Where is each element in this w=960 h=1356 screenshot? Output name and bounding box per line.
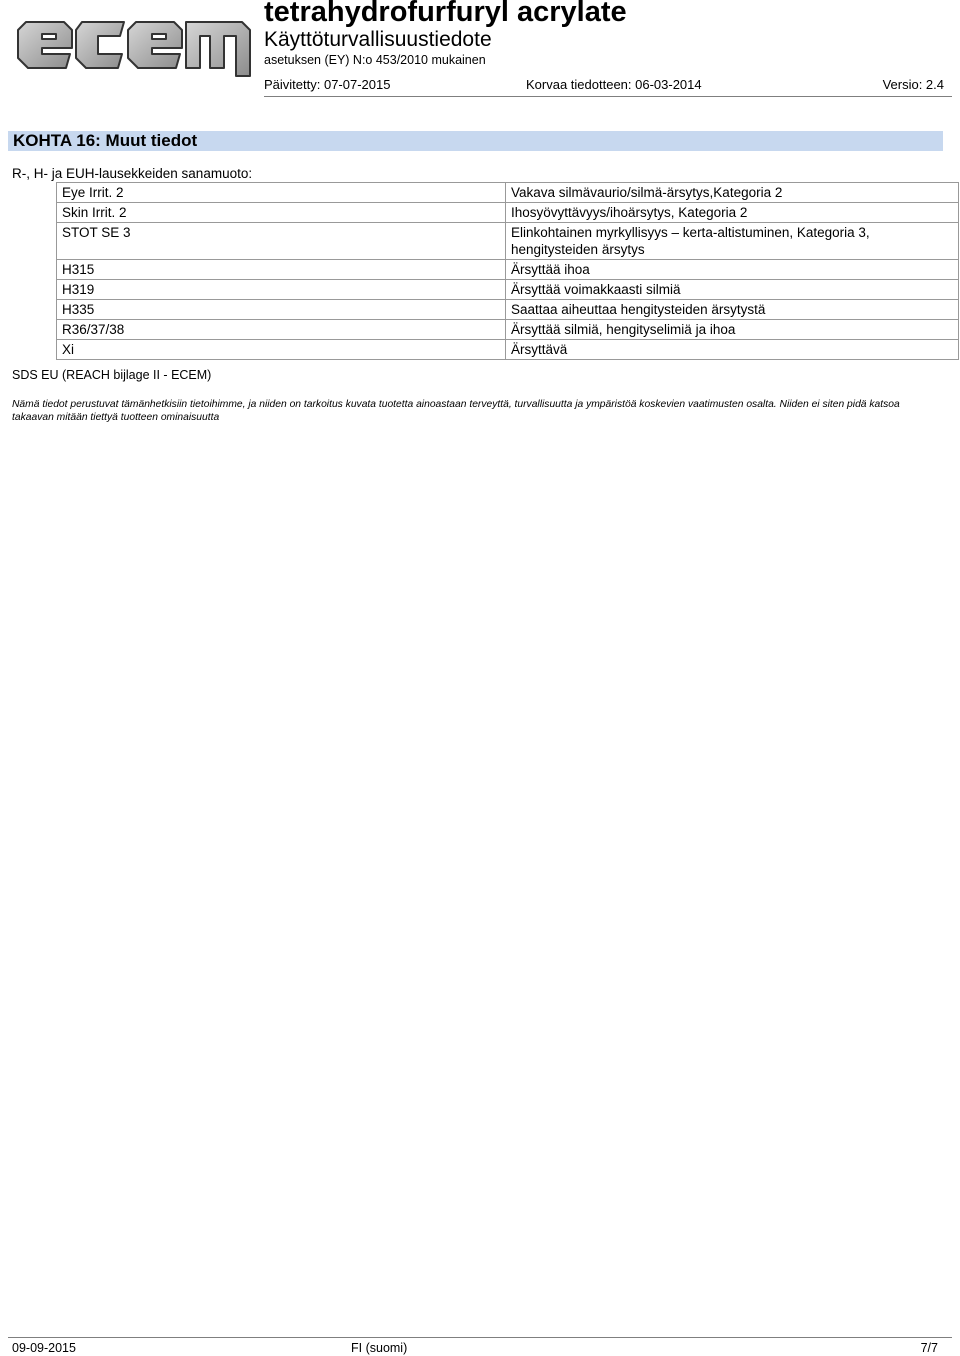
table-row [57,260,959,280]
section-title: KOHTA 16: Muut tiedot [8,131,943,151]
phrase-code: H335 [57,300,506,320]
footer-language: FI (suomi) [351,1341,408,1355]
sds-note: SDS EU (REACH bijlage II - ECEM) [12,368,212,382]
updated-date: Päivitetty: 07-07-2015 [264,77,391,92]
replaces-date: Korvaa tiedotteen: 06-03-2014 [526,77,702,92]
document-title: tetrahydrofurfuryl acrylate [264,0,627,28]
phrase-text: Ihosyövyttävyys/ihoärsytys, Kategoria 2 [506,203,959,223]
phrase-code: Xi [57,340,506,360]
phrase-code: H319 [57,280,506,300]
footer-date: 09-09-2015 [12,1341,76,1355]
disclaimer: Nämä tiedot perustuvat tämänhetkisiin tietoihimme, ja niiden on tarkoitus kuvata tuotetta ainoastaan terveyttä, turvallisuutta ja ympäristöä koskevien vaatimusten osalta. Niiden ei siten pidä katsoa takaavan mitään tiettyä tuotteen ominaisuutta [12,399,900,423]
phrase-code: H315 [57,260,506,280]
table-row [57,223,959,260]
phrase-text: Ärsyttävä [506,340,959,360]
version-label: Versio: 2.4 [882,77,944,92]
phrase-text: Saattaa aiheuttaa hengitysteiden ärsytystä [506,300,959,320]
table-row [57,183,959,203]
phrase-text: Ärsyttää silmiä, hengityselimiä ja ihoa [506,320,959,340]
table-row [57,340,959,360]
regulation-note: asetuksen (EY) N:o 453/2010 mukainen [264,53,486,67]
phrases-table [56,182,959,360]
phrase-text: Elinkohtainen myrkyllisyys – kerta-altistuminen, Kategoria 3, hengitysteiden ärsytys [506,223,959,260]
document-subtitle: Käyttöturvallisuustiedote [264,28,492,51]
phrase-code: Eye Irrit. 2 [57,183,506,203]
footer-divider [8,1337,952,1338]
phrase-text: Vakava silmävaurio/silmä-ärsytys,Kategoria 2 [506,183,959,203]
phrase-text: Ärsyttää ihoa [506,260,959,280]
phrase-code: STOT SE 3 [57,223,506,260]
table-row [57,320,959,340]
table-row [57,203,959,223]
phrase-code: R36/37/38 [57,320,506,340]
phrase-code: Skin Irrit. 2 [57,203,506,223]
section-intro: R-, H- ja EUH-lausekkeiden sanamuoto: [12,166,253,181]
table-row [57,280,959,300]
page-number: 7/7 [920,1341,938,1355]
phrase-text: Ärsyttää voimakkaasti silmiä [506,280,959,300]
ecem-logo [14,6,254,80]
table-row [57,300,959,320]
header-divider [264,96,952,97]
